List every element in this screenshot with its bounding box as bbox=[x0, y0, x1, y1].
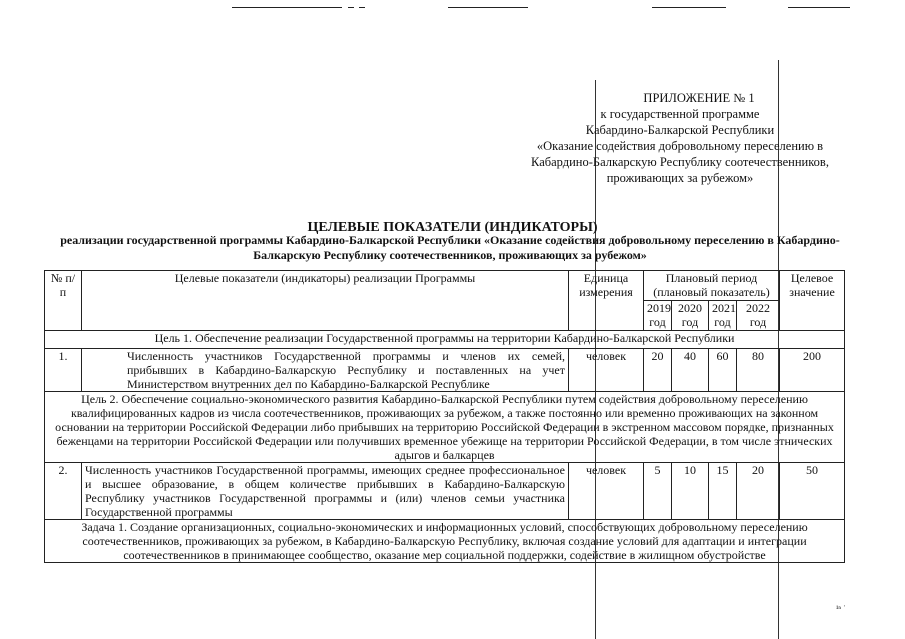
row-value-2019: 5 bbox=[644, 463, 672, 520]
task-1-row: Задача 1. Создание организационных, социально-экономических и информационных условий, способствующих добровольному переселению соотечественников, проживающих за рубежом, в Кабардино-Балкарскую Республику, включая создание условий для адаптации и интеграции соотечественников в принимающее сообщество, оказание мер социальной поддержки, содействие в жилищном обустройстве bbox=[45, 520, 845, 563]
scan-line bbox=[652, 7, 726, 8]
header-unit: Единица измерения bbox=[569, 271, 644, 331]
appendix-line: «Оказание содействия добровольному переселению в bbox=[536, 139, 824, 153]
row-num: 2. bbox=[45, 463, 82, 520]
row-target: 200 bbox=[780, 349, 845, 392]
scan-line bbox=[448, 7, 528, 8]
appendix-block bbox=[520, 90, 840, 186]
indicators-table bbox=[44, 270, 845, 563]
row-value-2020: 10 bbox=[672, 463, 709, 520]
row-unit: человек bbox=[569, 463, 644, 520]
row-num: 1. bbox=[45, 349, 82, 392]
header-plan: Плановый период (плановый показатель) bbox=[644, 271, 780, 301]
row-value-2022: 80 bbox=[737, 349, 780, 392]
header-year: 2022 год bbox=[737, 301, 780, 331]
header-year: 2020 год bbox=[672, 301, 709, 331]
row-value-2022: 20 bbox=[737, 463, 780, 520]
table-row bbox=[45, 463, 845, 520]
appendix-line: Кабардино-Балкарской Республики bbox=[585, 123, 775, 137]
header-num: № п/п bbox=[45, 271, 82, 331]
appendix-line: к государственной программе bbox=[600, 107, 760, 121]
scan-line bbox=[359, 7, 365, 8]
scan-line bbox=[788, 7, 850, 8]
goal-1-row: Цель 1. Обеспечение реализации Государственной программы на территории Кабардино-Балкарской Республики bbox=[45, 331, 845, 349]
scan-line bbox=[232, 7, 342, 8]
header-target: Целевое значение bbox=[780, 271, 845, 331]
row-target: 50 bbox=[780, 463, 845, 520]
table-row bbox=[45, 349, 845, 392]
header-year: 2019 год bbox=[644, 301, 672, 331]
row-value-2020: 40 bbox=[672, 349, 709, 392]
appendix-line: Кабардино-Балкарскую Республику соотечественников, bbox=[531, 155, 829, 169]
row-value-2019: 20 bbox=[644, 349, 672, 392]
row-unit: человек bbox=[569, 349, 644, 392]
header-indicator: Целевые показатели (индикаторы) реализации Программы bbox=[82, 271, 569, 331]
row-value-2021: 60 bbox=[709, 349, 737, 392]
page-subtitle: реализации государственной программы Кабардино-Балкарской Республики «Оказание содействия добровольному переселению в Кабардино-Балкарскую Республику соотечественников, проживающих за рубежом» bbox=[60, 233, 840, 262]
row-value-2021: 15 bbox=[709, 463, 737, 520]
header-year: 2021 год bbox=[709, 301, 737, 331]
goal-2-row: Цель 2. Обеспечение социально-экономического развития Кабардино-Балкарской Республики путем содействия добровольному переселению квалифицированных кадров из числа соотечественников, проживающих за рубежом, а также постоянно или временно проживающих на законном основании на территории Российской Федерации либо прибывших на территорию Российской Федерации в экстренном массовом порядке, признанных беженцами на территории Российской Федерации или получивших временное убежище на территории Российской Федерации, в том числе этнических адыгов и балкарцев bbox=[45, 392, 845, 463]
row-indicator: Численность участников Государственной программы, имеющих среднее профессиональное и высшее образование, в общем количестве прибывших в Кабардино-Балкарскую Республику участников Государственной программы и (или) членов семьи участника Государственной программы bbox=[82, 463, 569, 520]
page-title: ЦЕЛЕВЫЕ ПОКАЗАТЕЛИ (ИНДИКАТОРЫ) bbox=[307, 220, 598, 235]
scan-marks: ¹ⁿ ˈ bbox=[836, 604, 846, 613]
row-indicator: Численность участников Государственной программы и членов их семей, прибывших в Кабардино-Балкарскую Республику и поставленных на учет Министерством внутренних дел по Кабардино-Балкарской Республике bbox=[82, 349, 569, 392]
appendix-line: проживающих за рубежом» bbox=[606, 171, 754, 185]
appendix-heading: ПРИЛОЖЕНИЕ № 1 bbox=[643, 91, 755, 105]
scan-line bbox=[348, 7, 354, 8]
